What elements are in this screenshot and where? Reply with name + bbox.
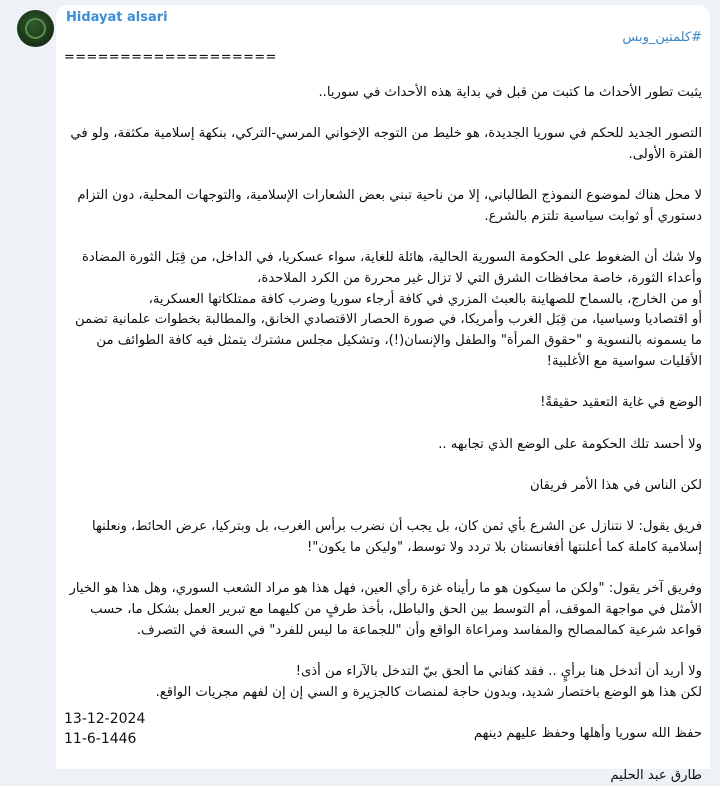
sender-name[interactable]: Hidayat alsari bbox=[66, 10, 168, 25]
paragraph: حفظ الله سوريا وأهلها وحفظ عليهم دينهم bbox=[473, 726, 702, 742]
date-gregorian: 13-12-2024 bbox=[64, 711, 146, 727]
separator-line: =================== bbox=[64, 50, 277, 65]
paragraph: ولا أحسد تلك الحكومة على الوضع الذي تجابهه .. bbox=[438, 436, 702, 452]
signature: طارق عبد الحليم bbox=[610, 767, 702, 783]
paragraph: وفريق آخر يقول: "ولكن ما سيكون هو ما رأيناه غزة رأي العين، فهل هذا هو مراد الشعب السوري، وهل هذا هو الخيار الأمثل في مواجهة الموقف، أم التوسط بين الحق والباطل، بأخذ طرفٍ من كليهما مع تبرير العمل بشكل ما، حسب قواعد شرعية كمالمصالح والمفاسد ومراعاة الواقع وأن "للجماعة ما ليس للفرد" في السعة في التصرف. bbox=[69, 581, 702, 638]
sender-avatar[interactable] bbox=[17, 10, 54, 47]
paragraph: لكن الناس في هذا الأمر فريقان bbox=[529, 477, 702, 493]
paragraph: التصور الجديد للحكم في سوريا الجديدة، هو خليط من التوجه الإخواني المرسي-التركي، بنكهة إسلامية مكثفة، ولو في الفترة الأولى. bbox=[70, 126, 702, 162]
paragraph: الوضع في غاية التعقيد حقيقةً! bbox=[540, 395, 702, 411]
paragraph: ولا شك أن الضغوط على الحكومة السورية الحالية، هائلة للغاية، سواء عسكريا، في الداخل، من قِبَل الثورة المضادة وأعداء الثورة، خاصة محافظات الشرق التي لا تزال غير محررة من الكرد الملاحدة، أو من الخارج، بالسماح للصهاينة بالعبث المزري في كافة أرجاء سوريا وضرب كافة ممتلكاتها العسكرية، أو اقتصاديا وسياسيا، من قِبَل الغرب وأمريكا، في صورة الحصار الاقتصادي الخانق، والمطالبة بخطوات علمانية تضمن ما يسمونه بالنسوية و "حقوق المرأة" والطفل والإنسان(!)، وتشكيل مجلس مشترك يتمثل فيه كافة الطوائف من الأقليات سواسية مع الأغلبية! bbox=[75, 250, 702, 369]
message-text bbox=[64, 62, 702, 786]
avatar-emblem bbox=[25, 18, 46, 39]
hashtag-link[interactable]: #كلمتين_وبس bbox=[622, 30, 702, 45]
date-hijri: 11-6-1446 bbox=[64, 731, 137, 747]
paragraph: لا محل هناك لموضوع النموذج الطالباني، إلا من ناحية تبني بعض الشعارات الإسلامية، والتوجهات المحلية، دون التزام دستوري أو ثوابت سياسية تلتزم بالشرع. bbox=[77, 188, 702, 224]
paragraph: يثبت تطور الأحداث ما كتبت من قبل في بداية هذه الأحداث في سوريا.. bbox=[318, 84, 702, 100]
paragraph: فريق يقول: لا نتنازل عن الشرع بأي ثمن كان، بل يجب أن نضرب برأس الغرب، بل وبتركيا، عرض الحائط، ونعلنها إسلامية كاملة كما أعلنتها أفغانستان بلا تردد ولا توسط، "وليكن ما يكون"! bbox=[92, 519, 702, 556]
paragraph: ولا أريد أن أتدخل هنا برأيٍ .. فقد كفاني ما ألحق بيّ التدخل بالآراء من أذى! لكن هذا هو الوضع باختصار شديد، وبدون حاجة لمنصات كالجزيرة و السي إن إن لفهم مجريات الواقع. bbox=[155, 664, 702, 700]
